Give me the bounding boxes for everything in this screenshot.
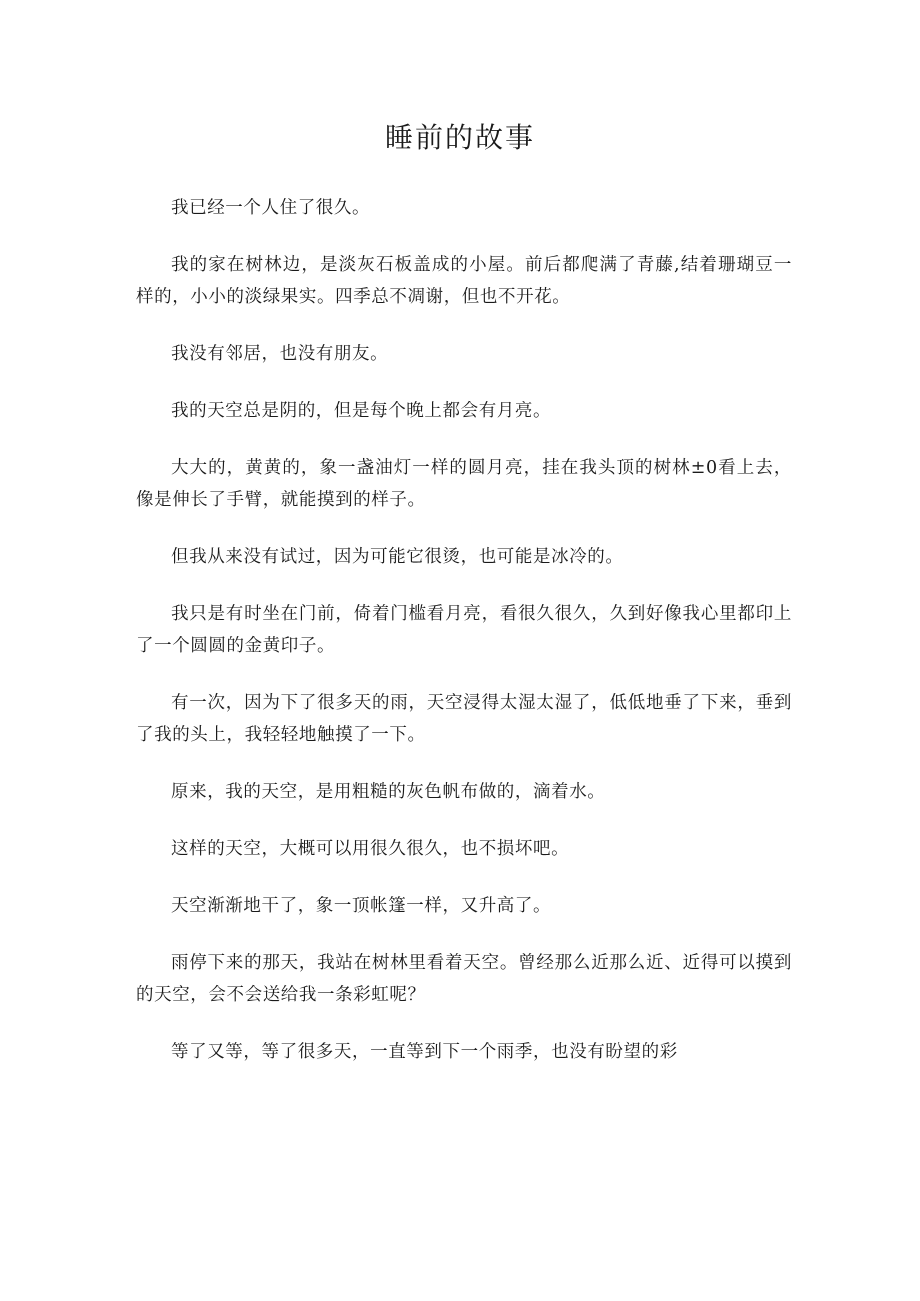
paragraph: 天空渐渐地干了，象一顶帐篷一样，又升高了。 [171, 896, 552, 916]
paragraph: 雨停下来的那天，我站在树林里看着天空。曾经那么近那么近、近得可以摸到的天空，会不会送给我一条彩虹呢？ [136, 953, 792, 1005]
paragraph: 原来，我的天空，是用粗糙的灰色帆布做的，滴着水。 [171, 782, 606, 802]
paragraph: 我的家在树林边，是淡灰石板盖成的小屋。前后都爬满了青藤,结着珊瑚豆一样的，小小的淡绿果实。四季总不凋谢，但也不开花。 [136, 255, 792, 307]
document-body [136, 192, 792, 1093]
paragraph: 等了又等，等了很多天，一直等到下一个雨季，也没有盼望的彩 [171, 1042, 678, 1062]
paragraph: 但我从来没有试过，因为可能它很烫，也可能是冰冷的。 [171, 547, 624, 567]
paragraph: 我只是有时坐在门前，倚着门槛看月亮，看很久很久，久到好像我心里都印上了一个圆圆的金黄印子。 [136, 604, 792, 656]
paragraph: 大大的，黄黄的，象一盏油灯一样的圆月亮，挂在我头顶的树林±0看上去，像是伸长了手臂，就能摸到的样子。 [136, 458, 792, 510]
paragraph: 我没有邻居，也没有朋友。 [171, 344, 389, 364]
paragraph: 这样的天空，大概可以用很久很久，也不损坏吧。 [171, 839, 570, 859]
document-title: 睡前的故事 [384, 121, 535, 154]
paragraph: 我的天空总是阴的，但是每个晚上都会有月亮。 [171, 401, 552, 421]
paragraph: 有一次，因为下了很多天的雨，天空浸得太湿太湿了，低低地垂了下来，垂到了我的头上，我轻轻地触摸了一下。 [136, 693, 792, 745]
paragraph: 我已经一个人住了很久。 [171, 198, 371, 218]
